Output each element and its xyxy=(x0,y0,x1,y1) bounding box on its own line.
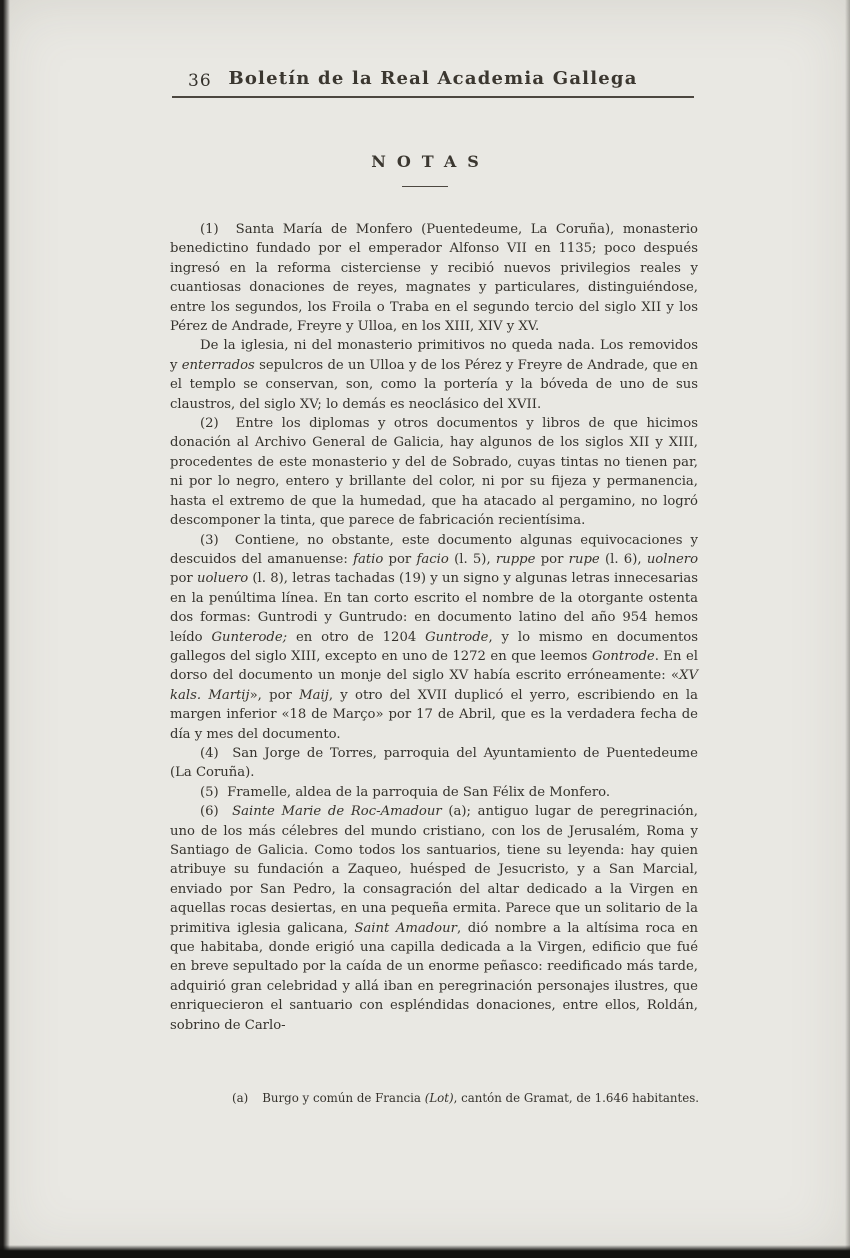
text-run: », por xyxy=(249,687,300,703)
text-run: (6) xyxy=(200,804,233,820)
italic-run: rupe xyxy=(568,551,600,567)
note-paragraph xyxy=(170,802,698,1035)
italic-run: XV kals. Martij xyxy=(170,668,698,703)
italic-run: Saint Amadour xyxy=(354,920,457,936)
footnote-label: (a) xyxy=(232,1091,249,1105)
text-run: (l. 6), xyxy=(599,551,647,567)
note-paragraph xyxy=(170,744,698,783)
text-run: (a); antiguo lugar de peregrinación, uno de los más célebres del mundo cristiano, con los de Jerusalém, Roma y Santiago de Galicia. Como todos los santuarios, tiene su leyenda: hay quien atribuye su fundación a Zaqueo, huésped de Jesucristo, y a San Marcial, enviado por San Pedro, la consagración del altar dedicado a la Virgen en aquellas rocas desiertas, en una pequeña ermita. Parece que un solitario de la primitiva iglesia galicana, xyxy=(170,804,698,936)
note-paragraph xyxy=(170,783,698,802)
section-title: NOTAS xyxy=(371,152,490,171)
italic-run: Gunterode; xyxy=(211,629,288,645)
text-run: (4) San Jorge de Torres, parroquia del Ayuntamiento de Puentedeume (La Coruña). xyxy=(170,745,698,781)
italic-run: uoluero xyxy=(196,571,249,587)
italic-run: Guntrode xyxy=(425,629,489,645)
italic-run: Maij xyxy=(299,687,329,703)
page-header xyxy=(172,68,694,98)
text-run: , y lo mismo en documentos gallegos del siglo XIII, excepto en uno de 1272 en que leemos xyxy=(170,629,698,664)
text-run: (1) Santa María de Monfero (Puentedeume, La Coruña), monasterio benedictino fundado por el emperador Alfonso VII en 1135; poco después ingresó en la reforma cisterciense y recibió nuevos privilegios reales y cuantiosas donaciones de reyes, magnates y particulares, distinguiéndose, entre los segundos, los Froila o Traba en el segundo tercio del siglo XII y los Pérez de Andrade, Freyre y Ulloa, en los XIII, XIV y XV. xyxy=(170,222,698,335)
footnote xyxy=(232,1090,702,1106)
text-run: , y otro del XVII duplicó el yerro, escribiendo en la margen inferior «18 de Março» por 17 de Abril, que es la verdadera fecha de día y mes del documento. xyxy=(170,687,698,742)
italic-run: uolnero xyxy=(646,551,699,567)
scan-edge-bottom xyxy=(0,1245,850,1258)
note-paragraph xyxy=(170,336,698,414)
italic-run: Sainte Marie de Roc-Amadour xyxy=(232,804,442,820)
text-run: (3) Contiene, no obstante, este documento algunas equivocaciones y descuidos del amanuense: xyxy=(170,532,698,567)
italic-run: Gontrode xyxy=(591,648,655,664)
text-run: (5) Framelle, aldea de la parroquia de San Félix de Monfero. xyxy=(200,784,611,800)
italic-run: facio xyxy=(416,551,449,567)
journal-title: Boletín de la Real Academia Gallega xyxy=(228,68,638,89)
text-run: por xyxy=(535,551,569,567)
text-run: sepulcros de un Ulloa y de los Pérez y Freyre de Andrade, que en el templo se conservan, son, como la portería y la bóveda de uno de sus claustros, del siglo XV; lo demás es neoclásico del XVII. xyxy=(170,357,698,412)
text-run: (l. 8), letras tachadas (19) y un signo y algunas letras innecesarias en la penúltima línea. En tan corto escrito el nombre de la otorgante ostenta dos formas: Guntrodi y Guntrudo: en documento latino del año 954 hemos leído xyxy=(170,571,698,645)
italic-run: enterrados xyxy=(181,357,255,373)
italic-run: (Lot) xyxy=(424,1091,454,1105)
scan-edge-right xyxy=(845,0,850,1258)
text-run: De la iglesia, ni del monasterio primitivos no queda nada. Los removidos y xyxy=(170,338,698,373)
text-run: , dió nombre a la altísima roca en que habitaba, donde erigió una capilla dedicada a la Virgen, edificio que fué en breve sepultado por la caída de un enorme peñasco: reedificado más tarde, adquirió gran celebridad y allá iban en peregrinación personajes ilustres, que enriquecieron el santuario con espléndidas donaciones, entre ellos, Roldán, sobrino de Carlo- xyxy=(170,920,699,1033)
note-paragraph xyxy=(170,220,698,336)
text-run: (2) Entre los diplomas y otros documentos y libros de que hicimos donación al Archivo General de Galicia, hay algunos de los siglos XII y XIII, procedentes de este monasterio y del de Sobrado, cuyas tintas no tienen par, ni por lo negro, entero y brillante del color, ni por su fijeza y permanencia, hasta el extremo de que la humedad, que ha atacado al pergamino, no logró descomponer la tinta, que parece de fabricación recientísima. xyxy=(170,416,698,529)
scan-edge-left xyxy=(0,0,10,1258)
page-number: 36 xyxy=(188,71,212,91)
text-run: (l. 5), xyxy=(448,551,496,567)
text-run: Burgo y común de Francia xyxy=(262,1091,425,1105)
italic-run: ruppe xyxy=(495,551,536,567)
note-paragraph xyxy=(170,414,698,530)
italic-run: fatio xyxy=(353,551,384,567)
text-run: por xyxy=(170,571,197,587)
text-run: , cantón de Gramat, de 1.646 habitantes. xyxy=(453,1091,700,1105)
text-run: por xyxy=(383,551,417,567)
section-title-rule xyxy=(402,186,448,187)
notes-list xyxy=(170,220,698,1035)
text-run: en otro de 1204 xyxy=(287,629,426,645)
note-paragraph xyxy=(170,531,698,744)
text-run: . En el dorso del documento un monje del siglo XV había escrito erróneamente: « xyxy=(170,648,698,684)
footnote-text xyxy=(262,1091,699,1105)
